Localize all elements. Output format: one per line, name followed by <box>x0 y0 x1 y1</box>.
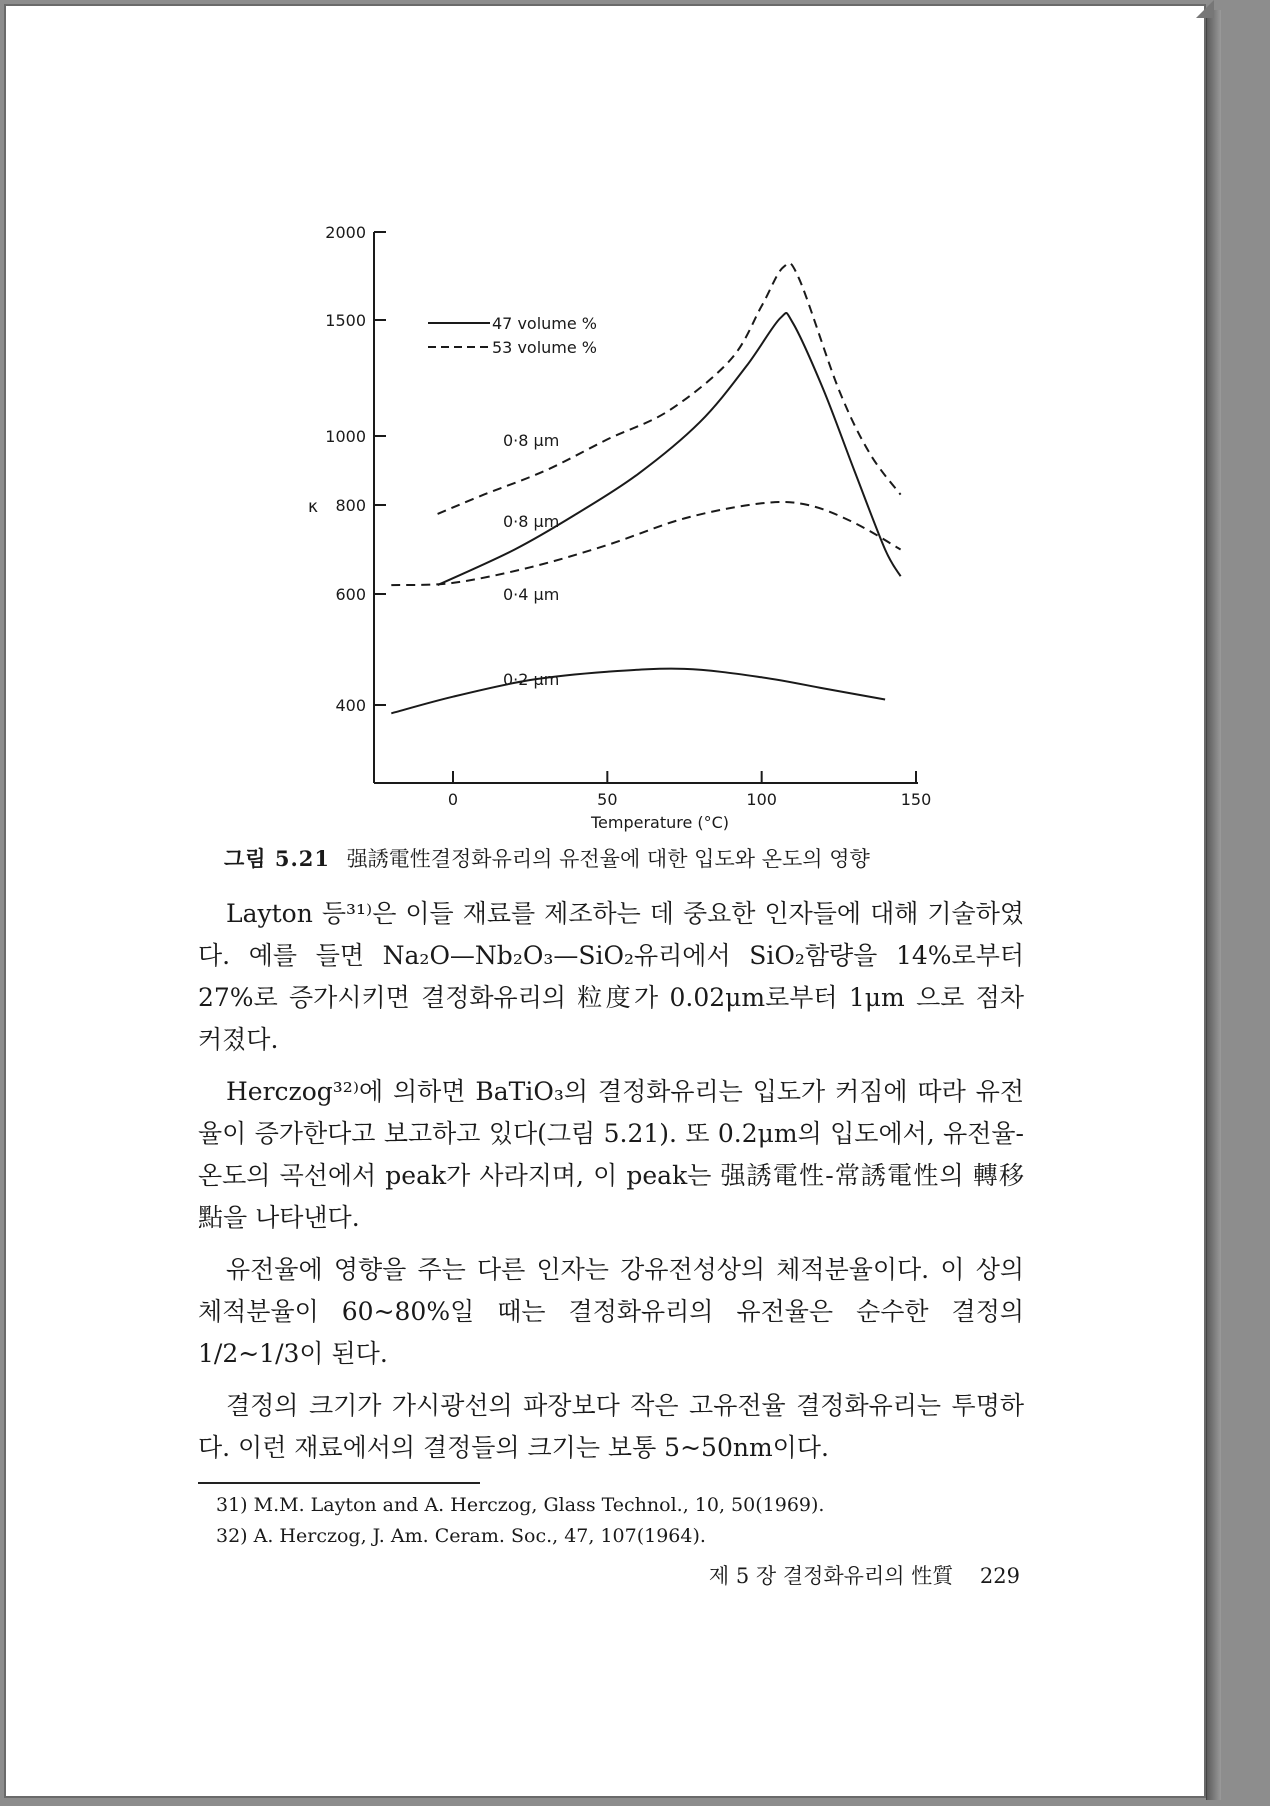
x-tick-label: 100 <box>746 790 777 809</box>
footnote-32: 32) A. Herczog, J. Am. Ceram. Soc., 47, 107(1964). <box>216 1525 706 1547</box>
running-footer <box>640 1560 1020 1590</box>
series-label: 0·4 μm <box>503 585 560 604</box>
footnote-rule <box>198 1482 480 1484</box>
series-label: 0·8 μm <box>503 431 560 450</box>
paragraph-3: 유전율에 영향을 주는 다른 인자는 강유전성상의 체적분율이다. 이 상의 체적분율이 60~80%일 때는 결정화유리의 유전율은 순수한 결정의 1/2~1/3이 된다. <box>198 1255 1024 1368</box>
y-tick-label: 2000 <box>325 223 366 242</box>
figure-caption <box>224 843 1024 873</box>
series-line <box>391 669 885 714</box>
figure-caption-text: 强誘電性결정화유리의 유전율에 대한 입도와 온도의 영향 <box>346 847 870 871</box>
legend-label: 53 volume % <box>492 338 598 357</box>
y-tick-label: 800 <box>335 496 366 515</box>
series-line <box>438 263 901 514</box>
figure-number: 그림 5.21 <box>224 846 331 871</box>
y-tick-label: 1500 <box>325 311 366 330</box>
footnotes <box>216 1490 1016 1552</box>
x-tick-label: 50 <box>597 790 618 809</box>
dielectric-constant-chart <box>0 0 1270 840</box>
x-tick-label: 150 <box>900 790 932 809</box>
body-text <box>198 893 1024 1479</box>
legend-label: 47 volume % <box>492 314 598 333</box>
y-tick-label: 1000 <box>325 427 366 446</box>
y-tick-label: 600 <box>335 585 366 604</box>
series-label: 0·2 μm <box>503 670 560 689</box>
paragraph-2: Herczog³²⁾에 의하면 BaTiO₃의 결정화유리는 입도가 커짐에 따라 유전율이 증가한다고 보고하고 있다(그림 5.21). 또 0.2μm의 입도에서, 유전율-온도의 곡선에서 peak가 사라지며, 이 peak는 强誘電性-常誘電性의 轉移點을 나타낸다. <box>198 1077 1024 1232</box>
y-axis-label: κ <box>307 497 319 517</box>
paragraph-1: Layton 등³¹⁾은 이들 재료를 제조하는 데 중요한 인자들에 대해 기술하였다. 예를 들면 Na₂O—Nb₂O₃—SiO₂유리에서 SiO₂함량을 14%로부터 27%로 증가시키면 결정화유리의 粒度가 0.02μm로부터 1μm 으로 점차 커졌다. <box>198 899 1024 1054</box>
series-label: 0·8 μm <box>503 512 560 531</box>
page-number: 229 <box>979 1564 1020 1588</box>
x-axis-label: Temperature (°C) <box>590 813 730 832</box>
x-tick-label: 0 <box>447 790 459 809</box>
paragraph-4: 결정의 크기가 가시광선의 파장보다 작은 고유전율 결정화유리는 투명하다. 이런 재료에서의 결정들의 크기는 보통 5~50nm이다. <box>198 1391 1024 1462</box>
y-tick-label: 400 <box>335 696 366 715</box>
running-title: 제 5 장 결정화유리의 性質 <box>708 1564 954 1588</box>
footnote-31: 31) M.M. Layton and A. Herczog, Glass Technol., 10, 50(1969). <box>216 1494 825 1516</box>
